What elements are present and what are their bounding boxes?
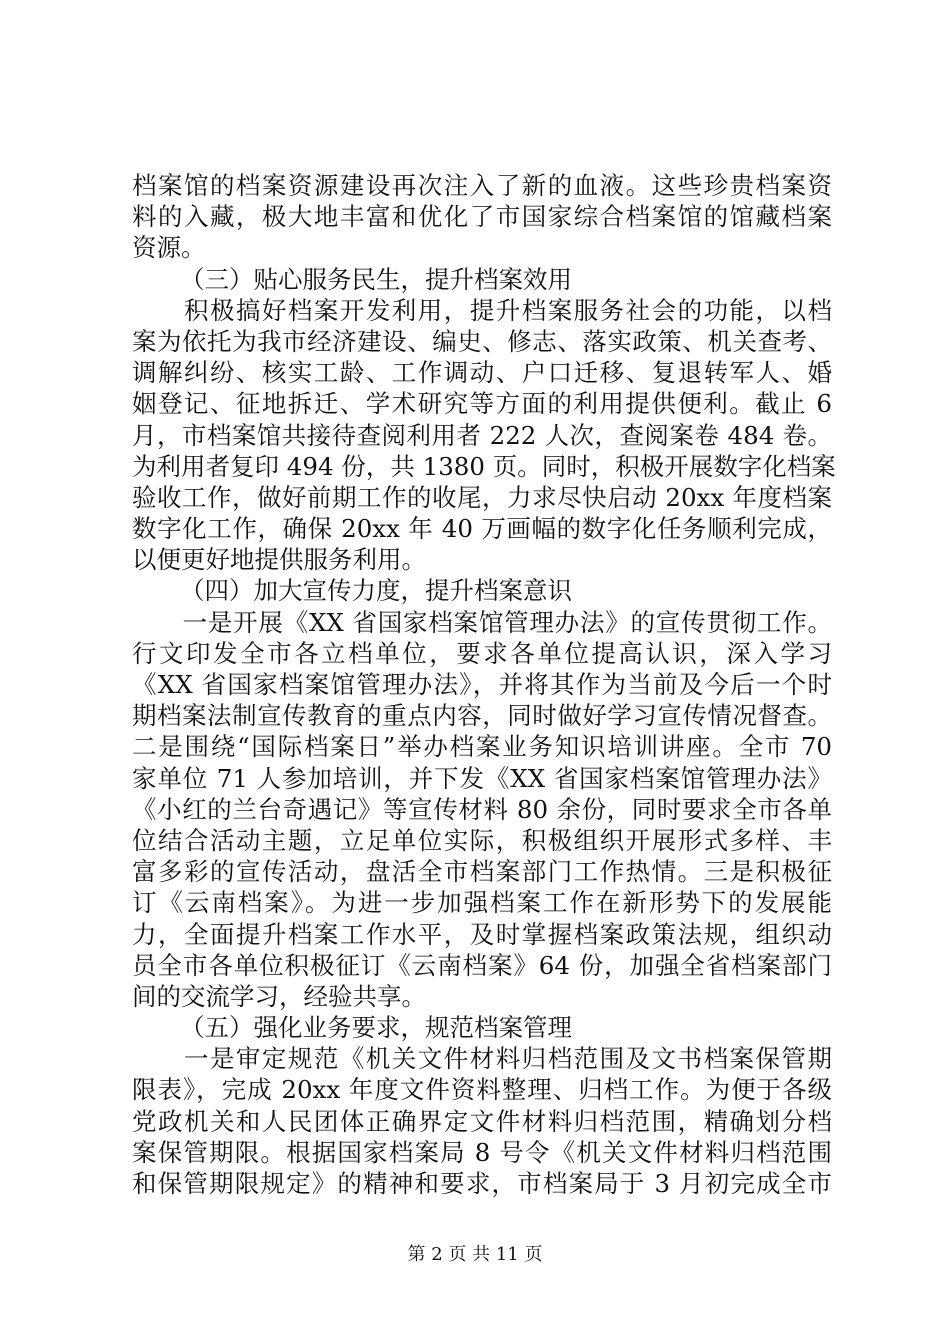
text-line: 数字化工作，确保 20xx 年 40 万画幅的数字化任务顺利完成， [132,514,832,544]
text-line: 位结合活动主题，立足单位实际，积极组织开展形式多样、丰 [132,825,832,855]
text-line: 一是审定规范《机关文件材料归档范围及文书档案保管期 [132,1044,832,1074]
text-line: 家单位 71 人参加培训，并下发《XX 省国家档案馆管理办法》 [132,763,832,793]
text-line: 限表》，完成 20xx 年度文件资料整理、归档工作。为便于各级 [132,1075,832,1105]
text-line: 行文印发全市各立档单位，要求各单位提高认识，深入学习 [132,638,832,668]
text-line: 间的交流学习，经验共享。 [132,981,426,1011]
text-line: 力，全面提升档案工作水平，及时掌握档案政策法规，组织动 [132,919,832,949]
section-heading: （三）贴心服务民生，提升档案效用 [180,264,572,294]
text-line: 二是围绕“国际档案日”举办档案业务知识培训讲座。全市 70 [132,732,832,762]
section-heading: （五）强化业务要求，规范档案管理 [180,1013,572,1043]
document-body [132,170,836,1199]
section-heading: （四）加大宣传力度，提升档案意识 [180,576,572,606]
text-line: 月，市档案馆共接待查阅利用者 222 人次，查阅案卷 484 卷。 [132,420,832,450]
text-line: 富多彩的宣传活动，盘活全市档案部门工作热情。三是积极征 [132,857,832,887]
text-line: 一是开展《XX 省国家档案馆管理办法》的宣传贯彻工作。 [132,607,832,637]
page-footer: 第 2 页 共 11 页 [407,1244,543,1265]
text-line: 验收工作，做好前期工作的收尾，力求尽快启动 20xx 年度档案 [132,482,832,512]
text-line: 资源。 [132,233,206,263]
text-line: 案为依托为我市经济建设、编史、修志、落实政策、机关查考、 [132,326,832,356]
text-line: 料的入藏，极大地丰富和优化了市国家综合档案馆的馆藏档案 [132,202,832,232]
text-line: 员全市各单位积极征订《云南档案》64 份，加强全省档案部门 [132,950,832,980]
text-line: 党政机关和人民团体正确界定文件材料归档范围，精确划分档 [132,1106,832,1136]
text-line: 调解纠纷、核实工龄、工作调动、户口迁移、复退转军人、婚 [132,358,832,388]
text-line: 以便更好地提供服务利用。 [132,545,426,575]
text-line: 《XX 省国家档案馆管理办法》，并将其作为当前及今后一个时 [132,670,832,699]
text-line: 档案馆的档案资源建设再次注入了新的血液。这些珍贵档案资 [132,171,832,200]
text-line: 《小红的兰台奇遇记》等宣传材料 80 余份，同时要求全市各单 [132,794,832,824]
text-line: 案保管期限。根据国家档案局 8 号令《机关文件材料归档范围 [132,1137,832,1167]
text-line: 和保管期限规定》的精神和要求，市档案局于 3 月初完成全市 [132,1169,832,1198]
text-line: 积极搞好档案开发利用，提升档案服务社会的功能，以档 [132,295,832,325]
text-line: 订《云南档案》。为进一步加强档案工作在新形势下的发展能 [132,888,832,918]
text-line: 期档案法制宣传教育的重点内容，同时做好学习宣传情况督查。 [132,701,832,731]
text-line: 为利用者复印 494 份，共 1380 页。同时，积极开展数字化档案 [132,451,836,481]
text-line: 姻登记、征地拆迁、学术研究等方面的利用提供便利。截止 6 [132,389,832,419]
